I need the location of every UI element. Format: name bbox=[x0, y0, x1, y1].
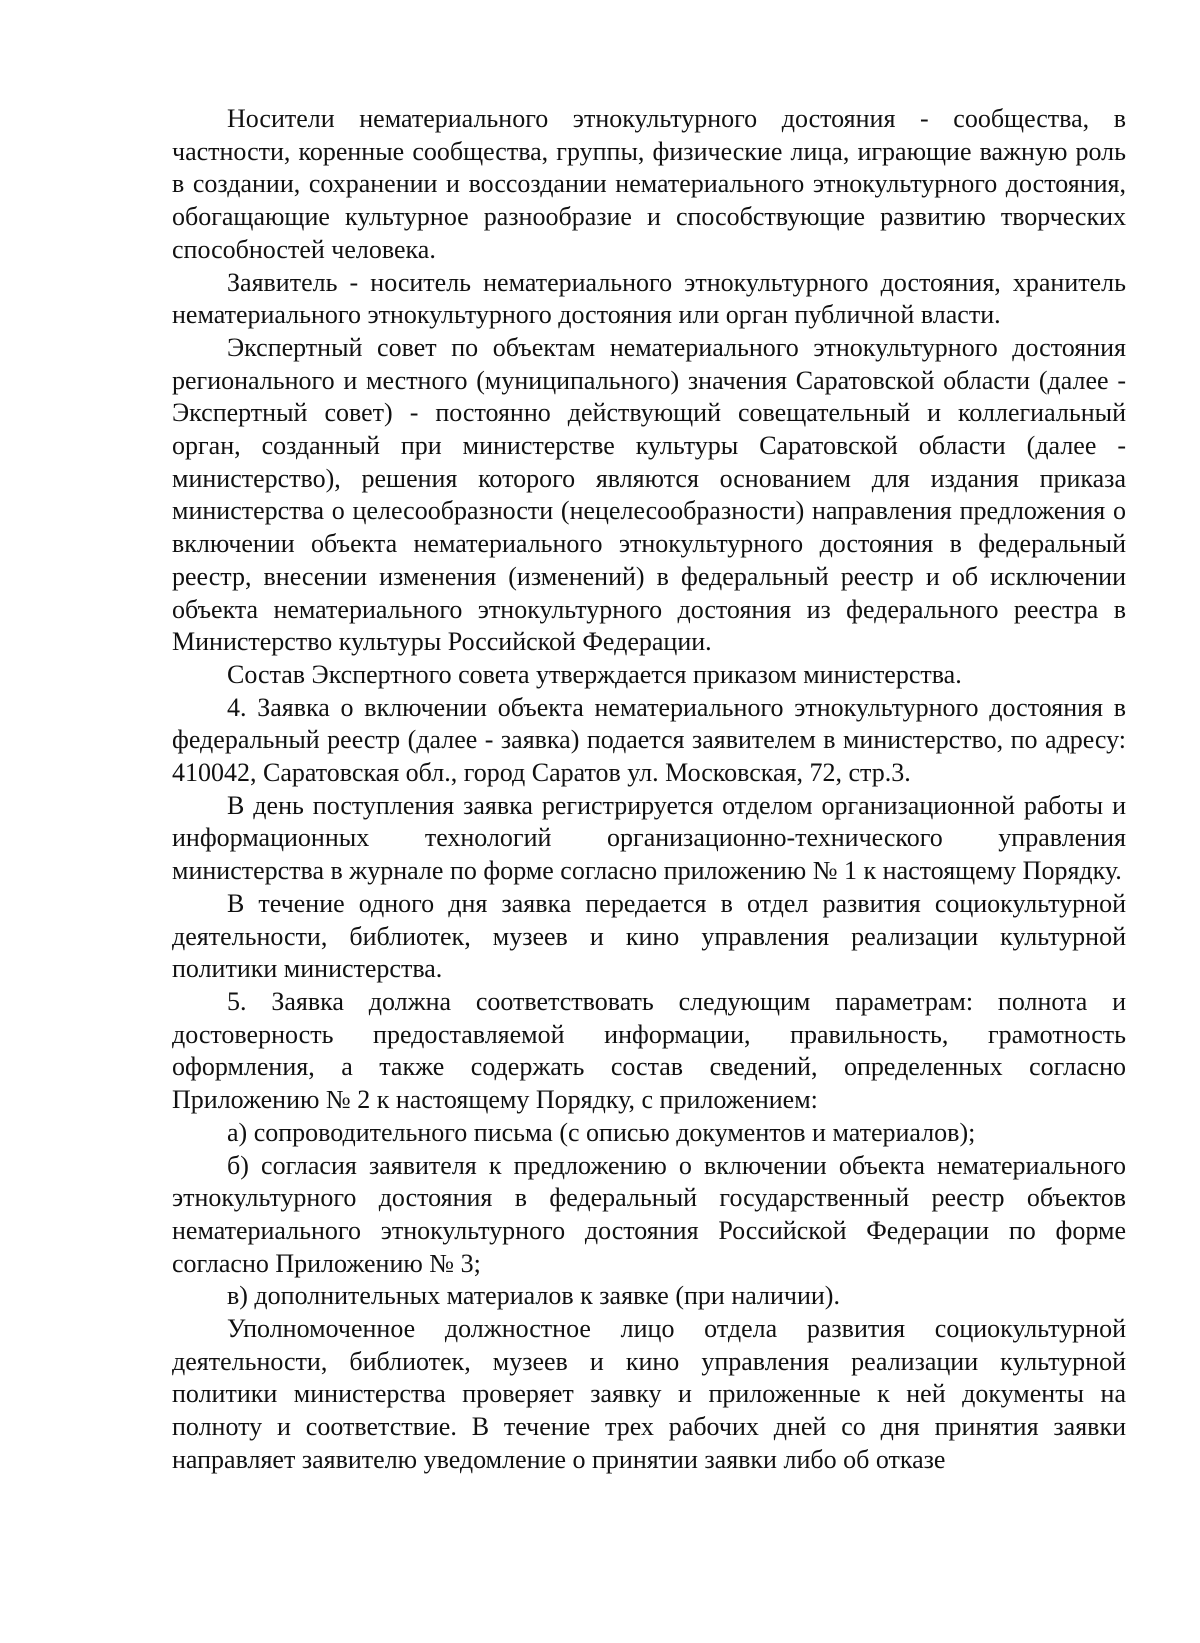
paragraph-applicant-definition: Заявитель - носитель нематериального этнокультурного достояния, хранитель нематериального этнокультурного достояния или орган публичной власти. bbox=[172, 267, 1126, 330]
paragraph-transfer: В течение одного дня заявка передается в отдел развития социокультурной деятельности, библиотек, музеев и кино управления реализации культурной политики министерства. bbox=[172, 888, 1126, 984]
paragraph-registration: В день поступления заявка регистрируется отделом организационной работы и информационных технологий организационно-технического управления министерства в журнале по форме согласно приложению № 1 к настоящему Порядку. bbox=[172, 790, 1126, 886]
paragraph-bearers-definition: Носители нематериального этнокультурного достояния - сообщества, в частности, коренные сообщества, группы, физические лица, играющие важную роль в создании, сохранении и воссоздании нематериального этнокультурного достояния, обогащающие культурное разнообразие и способствующие развитию творческих способностей человека. bbox=[172, 104, 1126, 264]
paragraph-verification: Уполномоченное должностное лицо отдела развития социокультурной деятельности, библиотек, музеев и кино управления реализации культурной политики министерства проверяет заявку и приложенные к ней документы на полноту и соответствие. В течение трех рабочих дней со дня принятия заявки направляет заявителю уведомление о принятии заявки либо об отказе bbox=[172, 1314, 1126, 1474]
paragraph-subitem-c: в) дополнительных материалов к заявке (при наличии). bbox=[227, 1281, 840, 1311]
paragraph-item-5-requirements: 5. Заявка должна соответствовать следующим параметрам: полнота и достоверность предоставляемой информации, правильность, грамотность оформления, а также содержать состав сведений, определенных согласно Приложению № 2 к настоящему Порядку, с приложением: bbox=[172, 986, 1126, 1115]
paragraph-expert-council-definition: Экспертный совет по объектам нематериального этнокультурного достояния регионального и местного (муниципального) значения Саратовской области (далее - Экспертный совет) - постоянно действующий совещательный и коллегиальный орган, созданный при министерстве культуры Саратовской области (далее - министерство), решения которого являются основанием для издания приказа министерства о целесообразности (нецелесообразности) направления предложения о включении объекта нематериального этнокультурного достояния в федеральный реестр, внесении изменения (изменений) в федеральный реестр и об исключении объекта нематериального этнокультурного достояния из федерального реестра в Министерство культуры Российской Федерации. bbox=[172, 332, 1126, 657]
paragraph-subitem-b: б) согласия заявителя к предложению о включении объекта нематериального этнокультурного достояния в федеральный государственный реестр объектов нематериального этнокультурного достояния Российской Федерации по форме согласно Приложению № 3; bbox=[172, 1150, 1126, 1278]
paragraph-subitem-a: а) сопроводительного письма (с описью документов и материалов); bbox=[227, 1117, 976, 1147]
paragraph-item-4-application: 4. Заявка о включении объекта нематериального этнокультурного достояния в федеральный реестр (далее - заявка) подается заявителем в министерство, по адресу: 410042, Саратовская обл., город Саратов ул. Московская, 72, стр.3. bbox=[172, 692, 1126, 788]
document-body bbox=[172, 103, 1126, 1477]
paragraph-council-composition: Состав Экспертного совета утверждается приказом министерства. bbox=[227, 659, 962, 689]
